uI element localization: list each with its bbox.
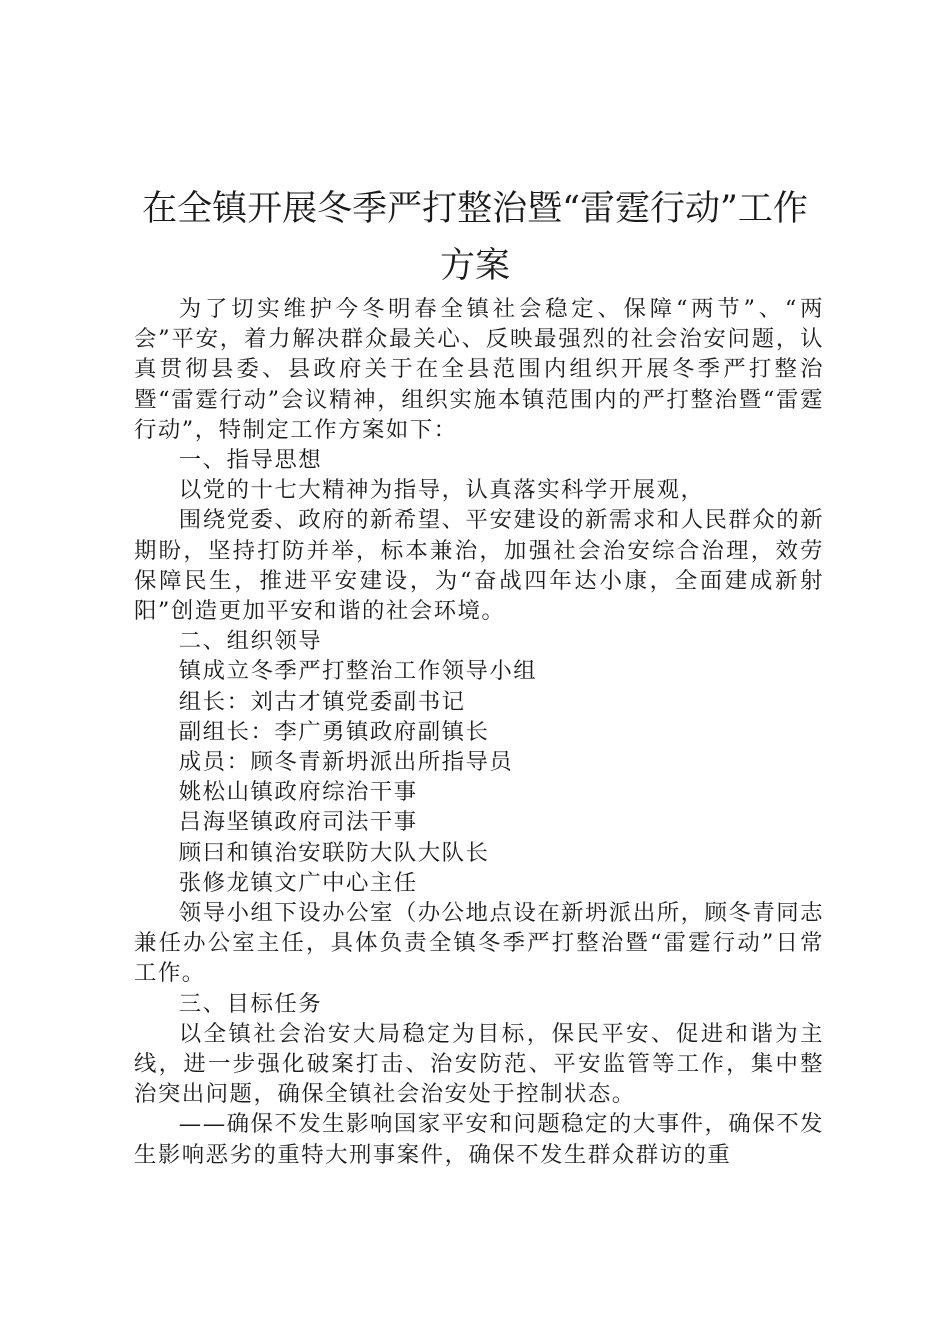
paragraph: ——确保不发生影响国家平安和问题稳定的大事件，确保不发生影响恶劣的重特大刑事案件，确保不发生群众群访的重 [134,1111,824,1168]
member-line: 张修龙镇文广中心主任 [178,869,418,896]
member-line: 组长：刘古才镇党委副书记 [178,688,466,715]
paragraph: 领导小组下设办公室（办公地点设在新坍派出所，顾冬青同志兼任办公室主任，具体负责全镇冬季严打整治暨“雷霆行动”日常工作。 [134,900,824,987]
paragraph-intro: 为了切实维护今冬明春全镇社会稳定、保障“两节”、“两会”平安，着力解决群众最关心、反映最强烈的社会治安问题，认真贯彻县委、县政府关于在全县范围内组织开展冬季严打整治暨“雷霆行动”会议精神，组织实施本镇范围内的严打整治暨“雷霆行动”，特制定工作方案如下： [134,296,824,443]
document-title-line-1: 在全镇开展冬季严打整治暨“雷霆行动”工作 [142,189,808,229]
section-heading-organization: 二、组织领导 [178,628,323,655]
section-heading-guiding-thought: 一、指导思想 [178,447,323,474]
document-body [134,294,824,1170]
paragraph: 围绕党委、政府的新希望、平安建设的新需求和人民群众的新期盼，坚持打防并举，标本兼治，加强社会治安综合治理，效劳保障民生，推进平安建设，为“奋战四年达小康，全面建成新射阳”创造更加平安和谐的社会环境。 [134,507,824,625]
paragraph: 镇成立冬季严打整治工作领导小组 [178,658,538,685]
paragraph: 以党的十七大精神为指导，认真落实科学开展观， [178,477,705,504]
member-line: 顾曰和镇治安联防大队大队长 [178,839,490,866]
member-line: 成员：顾冬青新坍派出所指导员 [178,749,514,776]
member-line: 副组长：李广勇镇政府副镇长 [178,718,490,745]
document-title-line-2: 方案 [439,246,510,286]
member-line: 姚松山镇政府综治干事 [178,779,418,806]
member-line: 吕海坚镇政府司法干事 [178,809,418,836]
section-heading-targets: 三、目标任务 [178,990,323,1017]
paragraph: 以全镇社会治安大局稳定为目标，保民平安、促进和谐为主线，进一步强化破案打击、治安防范、平安监管等工作，集中整治突出问题，确保全镇社会治安处于控制状态。 [134,1020,824,1108]
